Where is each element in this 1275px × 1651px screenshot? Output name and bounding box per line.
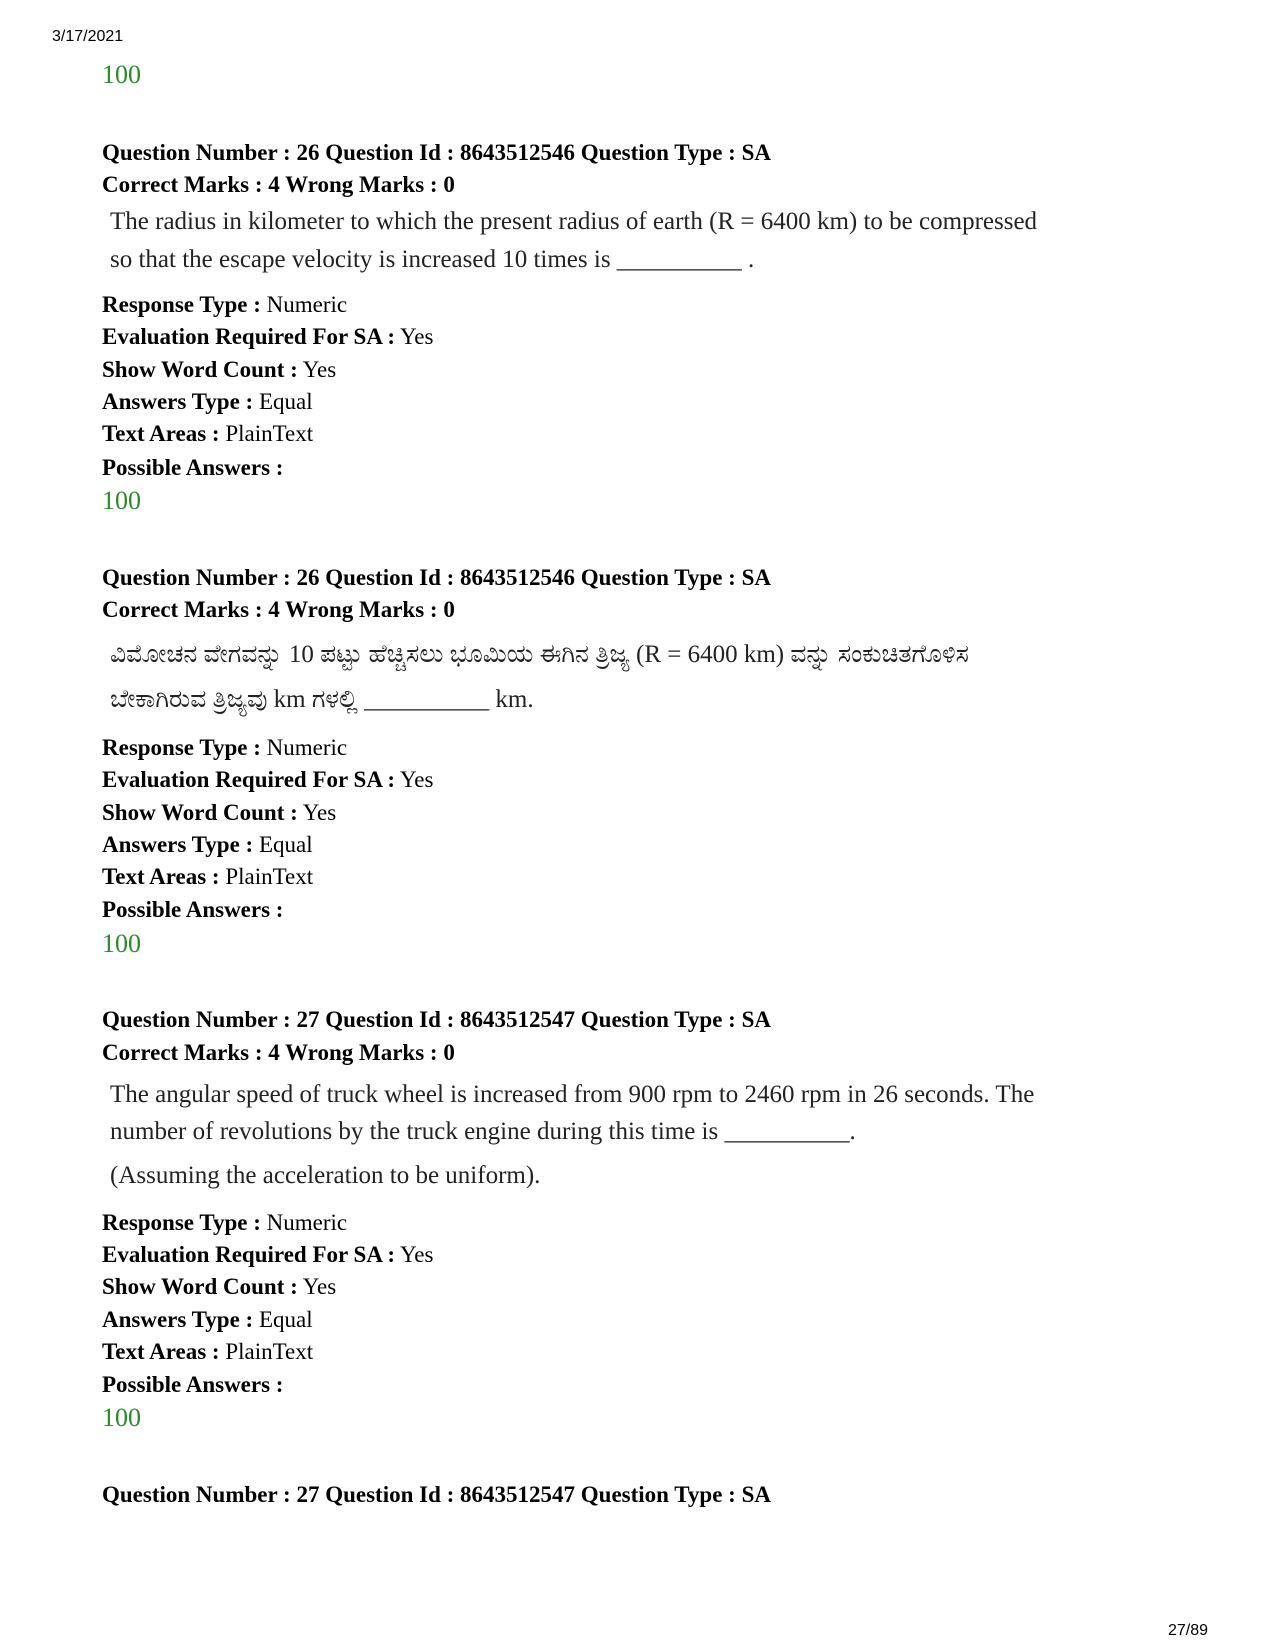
- question-text-line: (Assuming the acceleration to be uniform).: [110, 1162, 541, 1189]
- answers-type: Answers Type : Equal: [102, 832, 313, 857]
- show-word-count: Show Word Count : Yes: [102, 800, 337, 825]
- evaluation-required: Evaluation Required For SA : Yes: [102, 767, 434, 792]
- possible-answer: 100: [102, 1403, 141, 1432]
- question-text-line: so that the escape velocity is increased 10 times is __________ .: [110, 246, 755, 273]
- show-word-count: Show Word Count : Yes: [102, 1274, 337, 1299]
- question-text-line: number of revolutions by the truck engine during this time is __________.: [110, 1118, 856, 1145]
- question-marks: Correct Marks : 4 Wrong Marks : 0: [102, 597, 455, 622]
- text-areas: Text Areas : PlainText: [102, 421, 314, 446]
- question-header: Question Number : 26 Question Id : 8643512546 Question Type : SA: [102, 140, 771, 165]
- previous-possible-answer: 100: [102, 60, 141, 89]
- text-areas: Text Areas : PlainText: [102, 864, 314, 889]
- response-type: Response Type : Numeric: [102, 735, 348, 760]
- question-text-line: ಬೇಕಾಗಿರುವ ತ್ರಿಜ್ಯವು km ಗಳಲ್ಲಿ __________ km.: [110, 686, 534, 713]
- response-type: Response Type : Numeric: [102, 292, 348, 317]
- possible-answers-label: Possible Answers :: [102, 897, 284, 922]
- evaluation-required: Evaluation Required For SA : Yes: [102, 324, 434, 349]
- possible-answers-label: Possible Answers :: [102, 1372, 284, 1397]
- answers-type: Answers Type : Equal: [102, 389, 313, 414]
- possible-answer: 100: [102, 486, 141, 515]
- question-text-line: The angular speed of truck wheel is increased from 900 rpm to 2460 rpm in 26 seconds. The: [110, 1081, 1035, 1108]
- print-date: 3/17/2021: [52, 28, 124, 45]
- question-header: Question Number : 27 Question Id : 8643512547 Question Type : SA: [102, 1482, 771, 1507]
- question-text-line: ವಿಮೋಚನ ವೇಗವನ್ನು 10 ಪಟ್ಟು ಹೆಚ್ಚಿಸಲು ಭೂಮಿಯ ಈಗಿನ ತ್ರಿಜ್ಯ (R = 6400 km) ವನ್ನು ಸಂಕುಚಿತಗೊಳಿಸ: [110, 641, 969, 668]
- response-type: Response Type : Numeric: [102, 1210, 348, 1235]
- question-header: Question Number : 27 Question Id : 8643512547 Question Type : SA: [102, 1007, 771, 1032]
- question-marks: Correct Marks : 4 Wrong Marks : 0: [102, 1040, 455, 1065]
- answers-type: Answers Type : Equal: [102, 1307, 313, 1332]
- question-header: Question Number : 26 Question Id : 8643512546 Question Type : SA: [102, 565, 771, 590]
- show-word-count: Show Word Count : Yes: [102, 357, 337, 382]
- text-areas: Text Areas : PlainText: [102, 1339, 314, 1364]
- possible-answers-label: Possible Answers :: [102, 455, 284, 480]
- question-text-line: The radius in kilometer to which the present radius of earth (R = 6400 km) to be compressed: [110, 208, 1038, 235]
- evaluation-required: Evaluation Required For SA : Yes: [102, 1242, 434, 1267]
- possible-answer: 100: [102, 929, 141, 958]
- question-marks: Correct Marks : 4 Wrong Marks : 0: [102, 172, 455, 197]
- page-number: 27/89: [1168, 1622, 1209, 1639]
